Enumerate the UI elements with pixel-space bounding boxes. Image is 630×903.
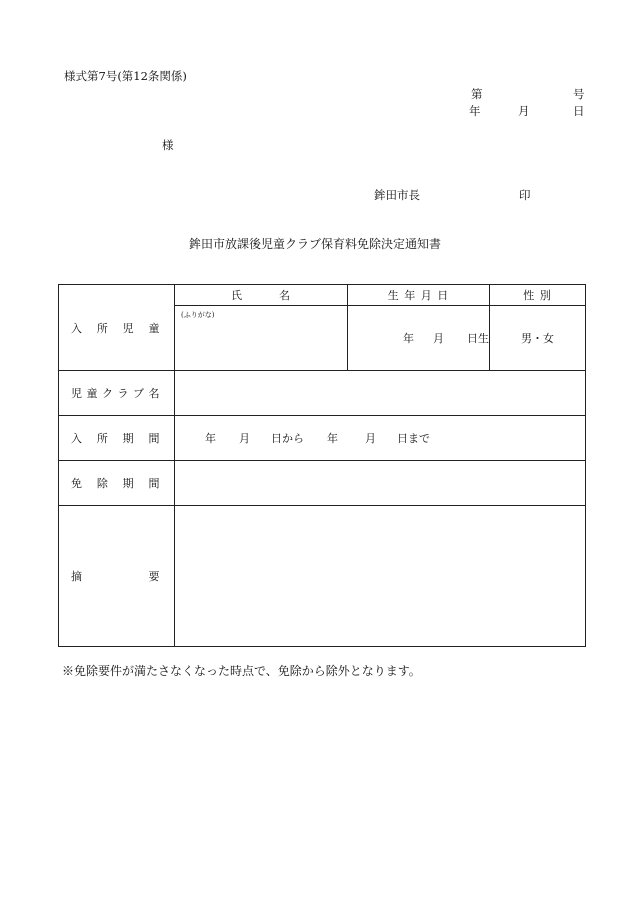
birth-month-unit: 月 bbox=[433, 332, 444, 345]
sex-field[interactable]: 男・女 bbox=[490, 306, 586, 371]
notice-table bbox=[58, 284, 586, 647]
period-month-until: 月 bbox=[365, 432, 376, 445]
number-prefix: 第 bbox=[471, 87, 483, 101]
seal-mark: 印 bbox=[519, 188, 531, 202]
label-summary: 摘 要 bbox=[59, 506, 175, 647]
birth-year-unit: 年 bbox=[403, 332, 414, 345]
header-sex: 性 別 bbox=[490, 285, 586, 306]
furigana-label: (ふりがな) bbox=[181, 311, 215, 319]
birthdate-field[interactable] bbox=[348, 306, 490, 371]
label-enrollment-period: 入 所 期 間 bbox=[59, 416, 175, 461]
date-day: 日 bbox=[573, 104, 585, 118]
exemption-note: ※免除要件が満たさなくなった時点で、免除から除外となります。 bbox=[62, 664, 421, 678]
period-year-until: 年 bbox=[327, 432, 338, 445]
header-name: 氏 名 bbox=[175, 285, 348, 306]
document-title: 鉾田市放課後児童クラブ保育料免除決定通知書 bbox=[188, 237, 441, 251]
header-birthdate: 生 年 月 日 bbox=[348, 285, 490, 306]
label-enrolled-child: 入 所 児 童 bbox=[59, 285, 175, 371]
addressee-honorific: 様 bbox=[162, 138, 174, 152]
number-suffix: 号 bbox=[573, 87, 585, 101]
name-field[interactable] bbox=[175, 306, 348, 371]
club-name-field[interactable] bbox=[175, 371, 586, 416]
issuer-mayor: 鉾田市長 bbox=[374, 188, 420, 202]
label-exemption-period: 免 除 期 間 bbox=[59, 461, 175, 506]
exemption-period-field[interactable] bbox=[175, 461, 586, 506]
period-from-text: 日から bbox=[271, 432, 304, 445]
date-month: 月 bbox=[518, 104, 530, 118]
form-number: 様式第7号(第12条関係) bbox=[64, 69, 187, 83]
birth-day-unit: 日生 bbox=[467, 332, 489, 345]
date-year: 年 bbox=[469, 104, 481, 118]
summary-field[interactable] bbox=[175, 506, 586, 647]
period-until-text: 日まで bbox=[397, 432, 430, 445]
label-club-name: 児 童 ク ラ ブ 名 bbox=[59, 371, 175, 416]
enrollment-period-field[interactable] bbox=[175, 416, 586, 461]
period-month-from: 月 bbox=[239, 432, 250, 445]
period-year-from: 年 bbox=[205, 432, 216, 445]
